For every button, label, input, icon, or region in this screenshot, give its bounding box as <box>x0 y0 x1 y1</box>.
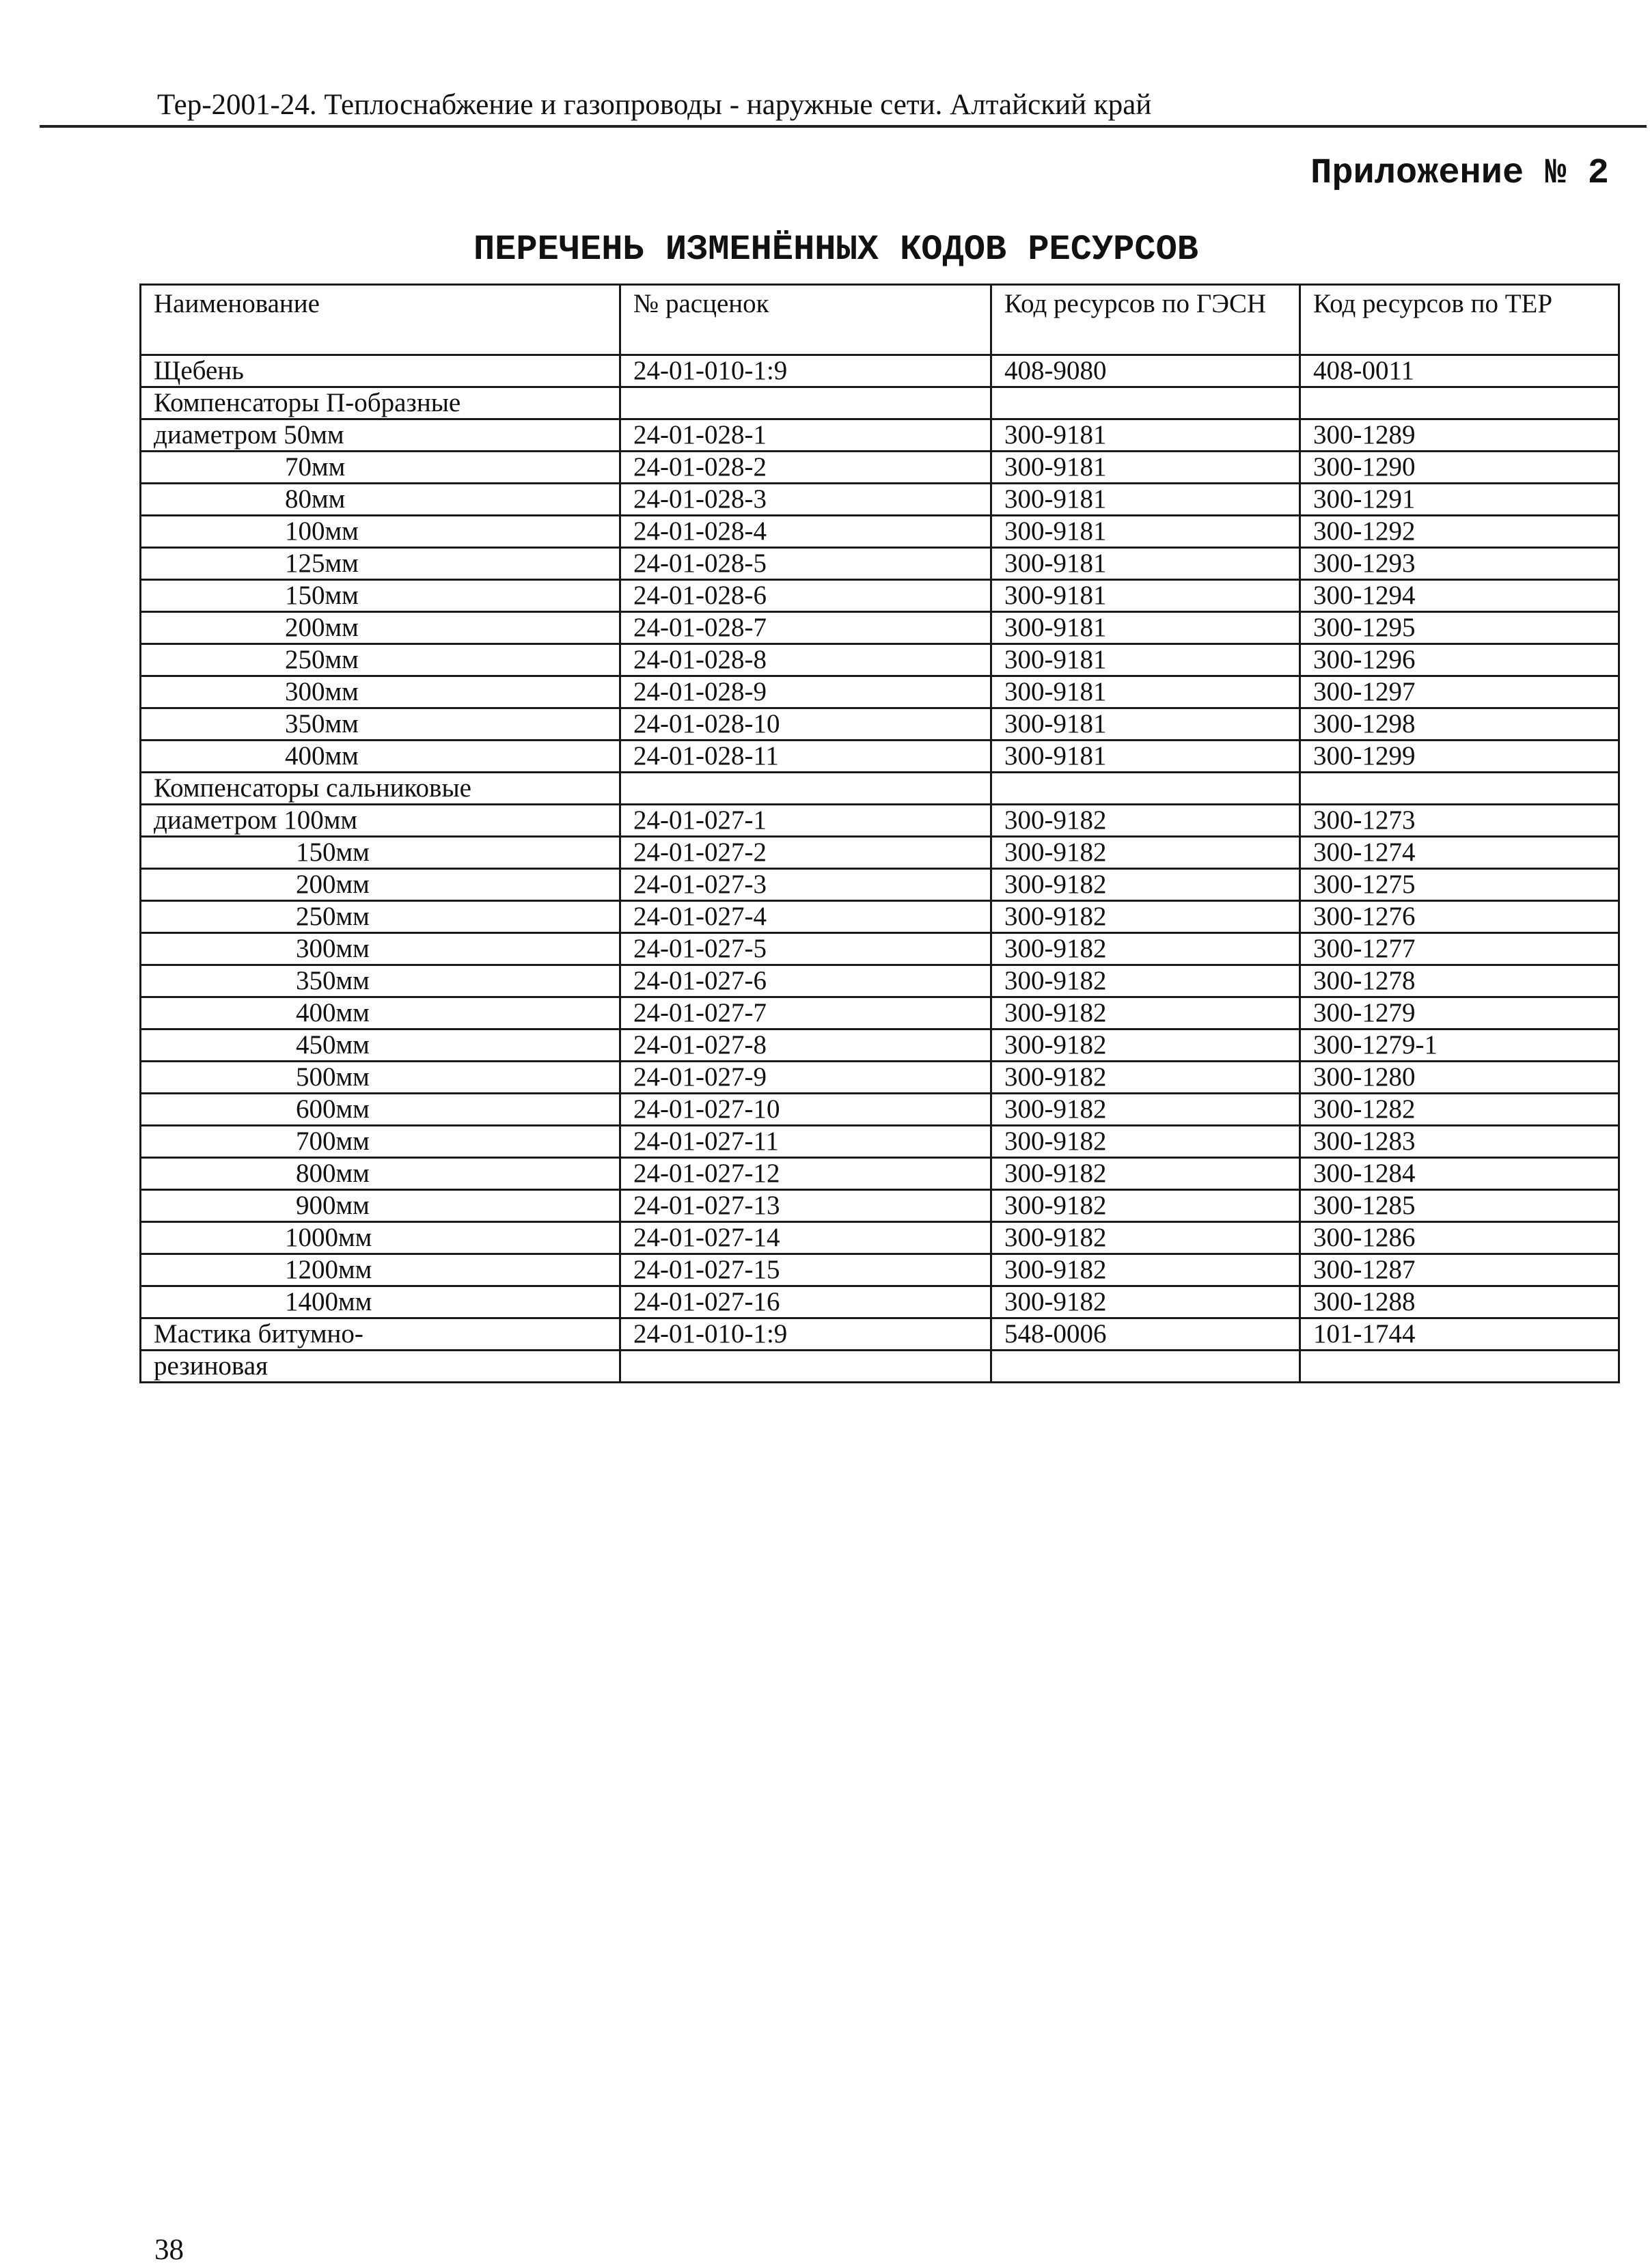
table-row <box>141 837 1619 869</box>
cell-name: 900мм <box>141 1190 620 1222</box>
cell-name: 250мм <box>141 644 620 676</box>
column-header-gesn-code: Код ресурсов по ГЭСН <box>991 285 1300 355</box>
cell-gesn-code: 300-9182 <box>991 1062 1300 1094</box>
cell-gesn-code: 300-9182 <box>991 869 1300 901</box>
table-row <box>141 1062 1619 1094</box>
cell-rate-number: 24-01-028-8 <box>620 644 991 676</box>
table-row <box>141 1351 1619 1383</box>
cell-rate-number: 24-01-027-4 <box>620 901 991 933</box>
table-row <box>141 548 1619 580</box>
table-row <box>141 901 1619 933</box>
cell-ter-code <box>1300 773 1619 805</box>
resource-codes-table <box>139 284 1620 1383</box>
cell-rate-number: 24-01-028-11 <box>620 741 991 773</box>
cell-rate-number: 24-01-027-12 <box>620 1158 991 1190</box>
cell-rate-number: 24-01-027-11 <box>620 1126 991 1158</box>
table-row <box>141 612 1619 644</box>
cell-name: 70мм <box>141 452 620 484</box>
cell-gesn-code: 300-9182 <box>991 837 1300 869</box>
running-header: Тер-2001-24. Теплоснабжение и газопроводы - наружные сети. Алтайский край <box>157 89 1152 121</box>
table-row <box>141 805 1619 837</box>
table-row <box>141 1126 1619 1158</box>
cell-gesn-code: 300-9181 <box>991 676 1300 708</box>
table-row <box>141 676 1619 708</box>
table-row <box>141 965 1619 997</box>
cell-ter-code: 300-1298 <box>1300 708 1619 741</box>
cell-gesn-code: 300-9181 <box>991 484 1300 516</box>
cell-gesn-code <box>991 387 1300 419</box>
cell-name: 500мм <box>141 1062 620 1094</box>
table-row <box>141 708 1619 741</box>
table-row <box>141 1094 1619 1126</box>
table-row <box>141 644 1619 676</box>
cell-gesn-code <box>991 1351 1300 1383</box>
cell-rate-number: 24-01-010-1:9 <box>620 355 991 387</box>
cell-name: 400мм <box>141 997 620 1029</box>
cell-ter-code: 300-1280 <box>1300 1062 1619 1094</box>
cell-rate-number: 24-01-027-3 <box>620 869 991 901</box>
cell-rate-number: 24-01-027-15 <box>620 1254 991 1286</box>
cell-ter-code: 300-1274 <box>1300 837 1619 869</box>
cell-ter-code: 300-1285 <box>1300 1190 1619 1222</box>
cell-ter-code: 408-0011 <box>1300 355 1619 387</box>
cell-name: резиновая <box>141 1351 620 1383</box>
cell-ter-code: 300-1276 <box>1300 901 1619 933</box>
cell-gesn-code: 300-9181 <box>991 708 1300 741</box>
cell-name: Компенсаторы сальниковые <box>141 773 620 805</box>
cell-rate-number: 24-01-028-1 <box>620 419 991 452</box>
cell-rate-number: 24-01-028-6 <box>620 580 991 612</box>
cell-name: диаметром 100мм <box>141 805 620 837</box>
table-body <box>141 355 1619 1383</box>
cell-rate-number <box>620 773 991 805</box>
cell-gesn-code: 300-9181 <box>991 612 1300 644</box>
cell-gesn-code: 300-9181 <box>991 644 1300 676</box>
cell-ter-code: 300-1299 <box>1300 741 1619 773</box>
table-row <box>141 773 1619 805</box>
cell-ter-code: 300-1279-1 <box>1300 1029 1619 1062</box>
cell-name: 1400мм <box>141 1286 620 1318</box>
cell-ter-code: 300-1293 <box>1300 548 1619 580</box>
cell-name: 200мм <box>141 612 620 644</box>
cell-ter-code: 300-1297 <box>1300 676 1619 708</box>
cell-rate-number: 24-01-027-10 <box>620 1094 991 1126</box>
cell-rate-number: 24-01-028-4 <box>620 516 991 548</box>
page-number: 38 <box>154 2234 184 2266</box>
cell-ter-code: 300-1288 <box>1300 1286 1619 1318</box>
appendix-label: Приложение № 2 <box>1310 153 1609 193</box>
cell-ter-code: 300-1278 <box>1300 965 1619 997</box>
cell-gesn-code: 300-9181 <box>991 516 1300 548</box>
column-header-name: Наименование <box>141 285 620 355</box>
header-rule <box>40 125 1647 128</box>
cell-name: 450мм <box>141 1029 620 1062</box>
cell-rate-number: 24-01-028-3 <box>620 484 991 516</box>
cell-ter-code <box>1300 387 1619 419</box>
cell-gesn-code <box>991 773 1300 805</box>
cell-gesn-code: 300-9182 <box>991 965 1300 997</box>
cell-rate-number: 24-01-027-16 <box>620 1286 991 1318</box>
cell-gesn-code: 300-9181 <box>991 419 1300 452</box>
cell-name: Компенсаторы П-образные <box>141 387 620 419</box>
table-row <box>141 869 1619 901</box>
cell-gesn-code: 300-9182 <box>991 1126 1300 1158</box>
cell-name: 250мм <box>141 901 620 933</box>
cell-gesn-code: 300-9182 <box>991 1286 1300 1318</box>
cell-ter-code: 300-1282 <box>1300 1094 1619 1126</box>
cell-rate-number: 24-01-010-1:9 <box>620 1318 991 1351</box>
table-row <box>141 1286 1619 1318</box>
cell-ter-code: 300-1284 <box>1300 1158 1619 1190</box>
cell-gesn-code: 300-9182 <box>991 997 1300 1029</box>
cell-rate-number: 24-01-027-8 <box>620 1029 991 1062</box>
table-row <box>141 580 1619 612</box>
table-row <box>141 1158 1619 1190</box>
cell-ter-code: 300-1279 <box>1300 997 1619 1029</box>
cell-ter-code: 300-1291 <box>1300 484 1619 516</box>
cell-name: 800мм <box>141 1158 620 1190</box>
cell-rate-number: 24-01-028-10 <box>620 708 991 741</box>
cell-name: 200мм <box>141 869 620 901</box>
table-row <box>141 387 1619 419</box>
cell-gesn-code: 300-9182 <box>991 901 1300 933</box>
cell-ter-code <box>1300 1351 1619 1383</box>
cell-name: 600мм <box>141 1094 620 1126</box>
table-row <box>141 484 1619 516</box>
cell-gesn-code: 300-9182 <box>991 1158 1300 1190</box>
cell-rate-number <box>620 1351 991 1383</box>
cell-ter-code: 300-1289 <box>1300 419 1619 452</box>
cell-name: 300мм <box>141 933 620 965</box>
cell-gesn-code: 300-9181 <box>991 452 1300 484</box>
column-header-ter-code: Код ресурсов по ТЕР <box>1300 285 1619 355</box>
cell-name: 1200мм <box>141 1254 620 1286</box>
table-row <box>141 1318 1619 1351</box>
cell-rate-number: 24-01-027-14 <box>620 1222 991 1254</box>
cell-name: 150мм <box>141 837 620 869</box>
table-row <box>141 933 1619 965</box>
column-header-rate: № расценок <box>620 285 991 355</box>
cell-gesn-code: 408-9080 <box>991 355 1300 387</box>
cell-name: 400мм <box>141 741 620 773</box>
cell-ter-code: 300-1286 <box>1300 1222 1619 1254</box>
cell-gesn-code: 300-9182 <box>991 1190 1300 1222</box>
cell-rate-number: 24-01-028-9 <box>620 676 991 708</box>
cell-name: 350мм <box>141 708 620 741</box>
cell-ter-code: 300-1283 <box>1300 1126 1619 1158</box>
cell-ter-code: 300-1290 <box>1300 452 1619 484</box>
cell-name: 80мм <box>141 484 620 516</box>
cell-ter-code: 300-1296 <box>1300 644 1619 676</box>
cell-rate-number <box>620 387 991 419</box>
cell-rate-number: 24-01-027-6 <box>620 965 991 997</box>
cell-gesn-code: 300-9182 <box>991 1222 1300 1254</box>
cell-rate-number: 24-01-027-9 <box>620 1062 991 1094</box>
cell-name: 700мм <box>141 1126 620 1158</box>
document-title: ПЕРЕЧЕНЬ ИЗМЕНЁННЫХ КОДОВ РЕСУРСОВ <box>473 230 1198 270</box>
table-row <box>141 997 1619 1029</box>
cell-ter-code: 300-1277 <box>1300 933 1619 965</box>
cell-ter-code: 300-1294 <box>1300 580 1619 612</box>
cell-name: 125мм <box>141 548 620 580</box>
cell-name: 1000мм <box>141 1222 620 1254</box>
cell-name: 300мм <box>141 676 620 708</box>
cell-ter-code: 300-1292 <box>1300 516 1619 548</box>
table-row <box>141 1029 1619 1062</box>
cell-rate-number: 24-01-027-7 <box>620 997 991 1029</box>
table-header-row <box>141 285 1619 355</box>
table-row <box>141 741 1619 773</box>
table-row <box>141 1254 1619 1286</box>
cell-name: Щебень <box>141 355 620 387</box>
table-row <box>141 355 1619 387</box>
cell-ter-code: 300-1273 <box>1300 805 1619 837</box>
cell-ter-code: 300-1295 <box>1300 612 1619 644</box>
table-row <box>141 516 1619 548</box>
table-row <box>141 1222 1619 1254</box>
table-row <box>141 419 1619 452</box>
cell-rate-number: 24-01-027-2 <box>620 837 991 869</box>
cell-gesn-code: 300-9182 <box>991 805 1300 837</box>
cell-rate-number: 24-01-027-1 <box>620 805 991 837</box>
cell-gesn-code: 300-9181 <box>991 580 1300 612</box>
cell-name: 350мм <box>141 965 620 997</box>
cell-ter-code: 300-1275 <box>1300 869 1619 901</box>
cell-ter-code: 101-1744 <box>1300 1318 1619 1351</box>
cell-rate-number: 24-01-027-5 <box>620 933 991 965</box>
cell-gesn-code: 300-9182 <box>991 1094 1300 1126</box>
cell-gesn-code: 300-9182 <box>991 1254 1300 1286</box>
table-row <box>141 452 1619 484</box>
cell-gesn-code: 300-9181 <box>991 741 1300 773</box>
cell-gesn-code: 300-9182 <box>991 933 1300 965</box>
cell-rate-number: 24-01-028-7 <box>620 612 991 644</box>
cell-name: Мастика битумно- <box>141 1318 620 1351</box>
cell-rate-number: 24-01-027-13 <box>620 1190 991 1222</box>
cell-gesn-code: 300-9182 <box>991 1029 1300 1062</box>
cell-name: диаметром 50мм <box>141 419 620 452</box>
cell-rate-number: 24-01-028-5 <box>620 548 991 580</box>
cell-name: 100мм <box>141 516 620 548</box>
table-row <box>141 1190 1619 1222</box>
cell-gesn-code: 548-0006 <box>991 1318 1300 1351</box>
cell-rate-number: 24-01-028-2 <box>620 452 991 484</box>
cell-name: 150мм <box>141 580 620 612</box>
cell-ter-code: 300-1287 <box>1300 1254 1619 1286</box>
cell-gesn-code: 300-9181 <box>991 548 1300 580</box>
